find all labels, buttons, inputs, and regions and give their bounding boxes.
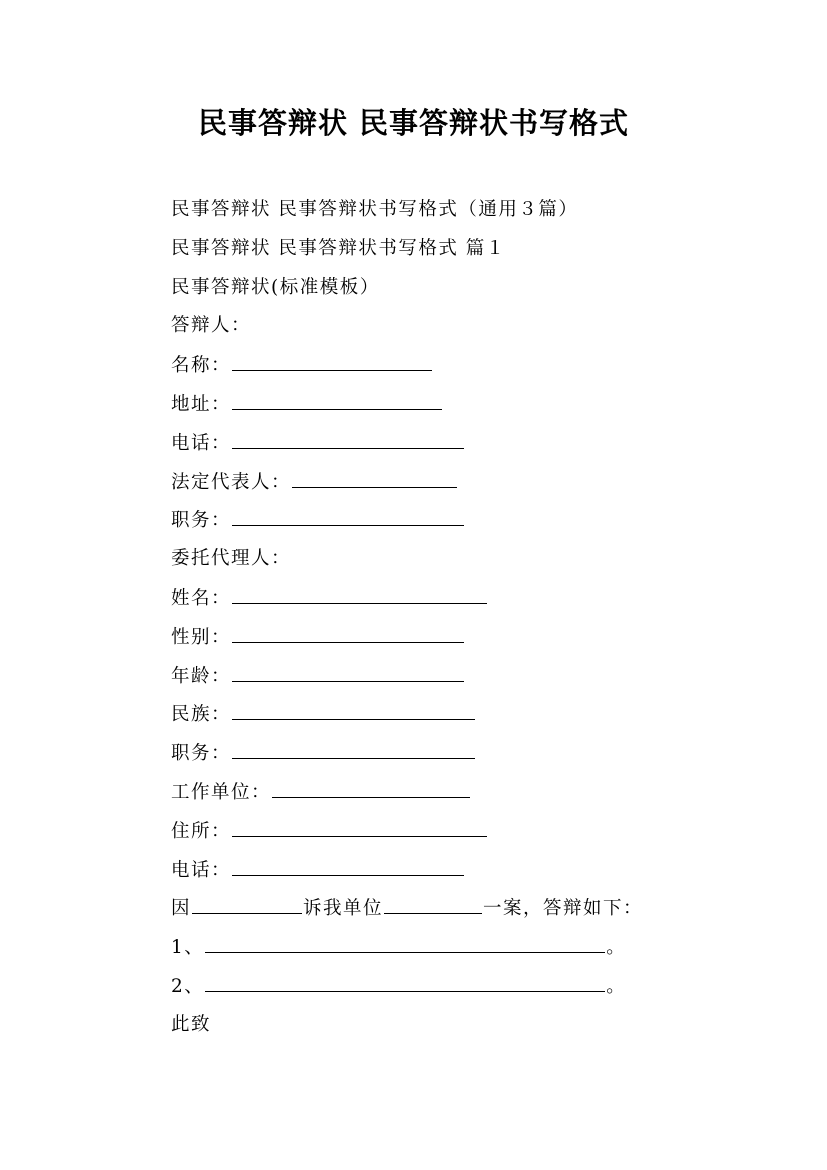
case-prefix: 因 [171,898,192,920]
ethnicity-label: 民族： [171,704,232,726]
agent-name-field [171,583,791,622]
case-middle: 诉我单位 [303,898,384,920]
case-line [171,893,791,932]
gender-label: 性别： [171,626,232,648]
agent-name-label: 姓名： [171,587,232,609]
phone-blank[interactable] [232,428,464,449]
gender-blank[interactable] [232,622,464,643]
phone-label: 电话： [171,432,232,454]
agent-phone-label: 电话： [171,859,232,881]
workplace-blank[interactable] [272,777,470,798]
legal-rep-blank[interactable] [292,467,457,488]
age-blank[interactable] [232,661,464,682]
address-blank[interactable] [232,389,442,410]
agent-position-blank[interactable] [232,738,475,759]
address-field [171,389,791,428]
defense-point-2 [171,971,791,1010]
ethnicity-blank[interactable] [232,699,475,720]
address-label: 地址： [171,393,232,415]
agent-name-blank[interactable] [232,583,487,604]
position-field [171,505,791,544]
workplace-field [171,777,791,816]
name-label: 名称： [171,355,232,377]
document-title: 民事答辩状 民事答辩状书写格式 [197,106,630,140]
gender-field [171,622,791,661]
agent-phone-field [171,855,791,894]
point-2-blank[interactable] [205,971,605,992]
section-heading: 民事答辩状 民事答辩状书写格式 篇１ [171,237,506,259]
agent-position-field [171,738,791,777]
phone-field [171,428,791,467]
name-blank[interactable] [232,350,432,371]
document-body [171,195,791,1049]
defense-point-1 [171,932,791,971]
point-1-number: 1、 [171,937,205,959]
name-field [171,350,791,389]
plaintiff-blank[interactable] [192,893,302,914]
workplace-label: 工作单位： [171,781,272,803]
subtitle-line: 民事答辩状 民事答辩状书写格式（通用３篇） [171,199,579,220]
age-label: 年龄： [171,665,232,687]
agent-label: 委托代理人： [171,548,292,570]
case-suffix: 一案，答辩如下： [483,898,644,920]
template-heading: 民事答辩状(标准模板） [171,276,380,298]
agent-phone-blank[interactable] [232,855,464,876]
position-label: 职务： [171,510,232,532]
respondent-label: 答辩人： [171,315,252,337]
agent-position-label: 职务： [171,743,232,765]
legal-rep-label: 法定代表人： [171,471,292,493]
point-1-blank[interactable] [205,932,605,953]
position-blank[interactable] [232,505,464,526]
residence-blank[interactable] [232,816,487,837]
case-type-blank[interactable] [384,893,482,914]
ethnicity-field [171,699,791,738]
legal-rep-field [171,467,791,506]
point-1-end: 。 [606,937,627,959]
age-field [171,661,791,700]
closing-salutation: 此致 [171,1013,212,1035]
point-2-number: 2、 [171,975,205,997]
residence-label: 住所： [171,820,232,842]
point-2-end: 。 [606,975,627,997]
residence-field [171,816,791,855]
